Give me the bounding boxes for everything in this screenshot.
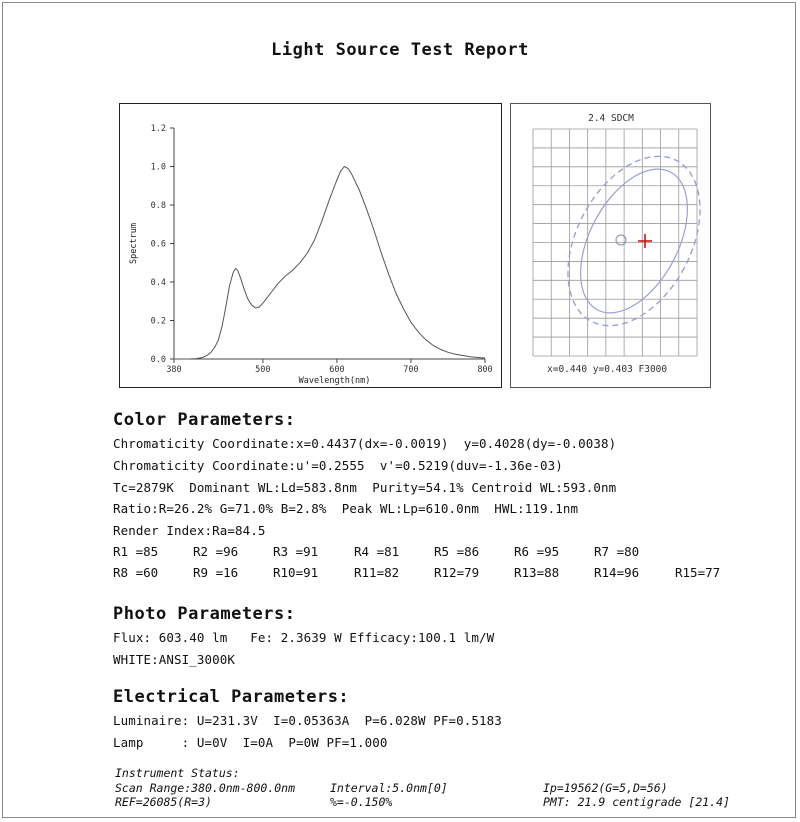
sdcm-chart [511,104,710,387]
white-class-line: WHITE:ANSI_3000K [113,652,236,667]
render-index-a7: R7 =80 [594,544,640,559]
lamp-line: Lamp : U=0V I=0A P=0W PF=1.000 [113,735,388,750]
spectrum-chart-frame [119,103,502,388]
instrument-status-title: Instrument Status: [115,766,240,780]
y-axis-label: Spectrum [129,223,139,264]
x-tick-label: 800 [477,365,493,375]
sdcm-inner-ellipse [559,151,710,330]
render-index-a1: R1 =85 [113,544,159,559]
render-index-b7: R14=96 [594,565,640,580]
render-index-line: Render Index:Ra=84.5 [113,523,266,538]
report-title: Light Source Test Report [271,40,529,60]
render-index-a2: R2 =96 [193,544,239,559]
render-index-a6: R6 =95 [514,544,560,559]
render-index-b1: R8 =60 [113,565,159,580]
color-temperature-line: Tc=2879K Dominant WL:Ld=583.8nm Purity=54.1% Centroid WL:593.0nm [113,480,617,495]
x-tick-label: 600 [329,365,345,375]
luminaire-line: Luminaire: U=231.3V I=0.05363A P=6.028W PF=0.5183 [113,713,502,728]
y-tick-label: 0.6 [150,239,166,250]
percent-value: %=-0.150% [330,795,393,809]
y-tick-label: 0.0 [150,355,166,365]
y-tick-label: 0.8 [150,201,166,211]
spectrum-line [174,167,485,360]
scan-range: Scan Range:380.0nm-800.0nm [115,781,296,795]
render-index-a4: R4 =81 [354,544,400,559]
interval: Interval:5.0nm[0] [330,781,448,795]
y-tick-label: 0.4 [150,278,166,288]
render-index-a3: R3 =91 [273,544,319,559]
photo-parameters-title: Photo Parameters: [113,604,296,624]
x-tick-label: 700 [403,365,419,375]
spectrum-chart [120,104,501,387]
flux-line: Flux: 603.40 lm Fe: 2.3639 W Efficacy:100.1 lm/W [113,630,495,645]
y-tick-label: 1.0 [150,162,166,173]
chromaticity-uv-line: Chromaticity Coordinate:u'=0.2555 v'=0.5219(duv=-1.36e-03) [113,458,563,473]
ratio-line: Ratio:R=26.2% G=71.0% B=2.8% Peak WL:Lp=610.0nm HWL:119.1nm [113,501,579,516]
render-index-b2: R9 =16 [193,565,239,580]
x-tick-label: 500 [255,365,271,375]
render-index-a5: R5 =86 [434,544,480,559]
pmt-value: PMT: 21.9 centigrade [21.4] [543,795,730,809]
sdcm-annotation: x=0.440 y=0.403 F3000 [547,364,668,375]
render-index-b3: R10=91 [273,565,319,580]
x-axis-label: Wavelength(nm) [298,376,371,386]
sdcm-chart-frame [510,103,711,388]
y-tick-label: 0.2 [150,316,166,327]
render-index-b4: R11=82 [354,565,400,580]
ref-value: REF=26085(R=3) [115,795,212,809]
y-tick-label: 1.2 [150,124,166,134]
ip-value: Ip=19562(G=5,D=56) [543,781,668,795]
chromaticity-xy-line: Chromaticity Coordinate:x=0.4437(dx=-0.0019) y=0.4028(dy=-0.0038) [113,436,617,451]
sdcm-title: 2.4 SDCM [588,113,634,124]
render-index-b5: R12=79 [434,565,480,580]
electrical-parameters-title: Electrical Parameters: [113,687,350,707]
x-tick-label: 380 [166,365,182,375]
render-index-b8: R15=77 [675,565,721,580]
sdcm-grid [533,129,697,356]
color-parameters-title: Color Parameters: [113,410,296,430]
render-index-b6: R13=88 [514,565,560,580]
